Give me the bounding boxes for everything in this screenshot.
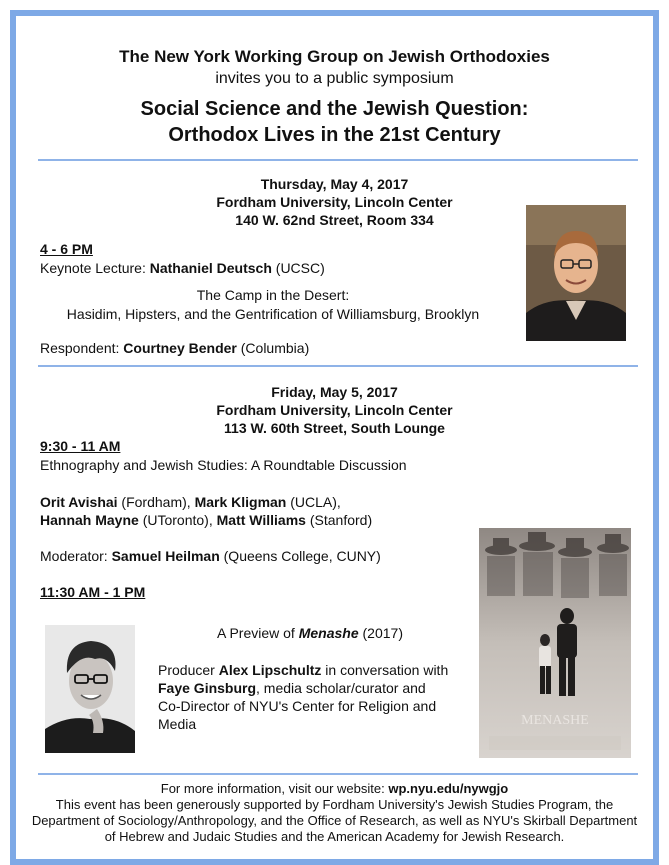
info-label: For more information, visit our website: (160, 781, 389, 796)
moderator-label: Moderator: (40, 548, 112, 564)
panelist-affiliation: (Stanford) (305, 512, 373, 528)
talk-title-1: The Camp in the Desert: (196, 287, 350, 303)
panelist-name: Mark Kligman (194, 494, 287, 510)
moderator-name: Samuel Heilman (111, 548, 220, 564)
keynote-label: Keynote Lecture: (40, 260, 150, 276)
symposium-title-2: Orthodox Lives in the 21st Century (168, 124, 501, 146)
divider-bottom (38, 773, 638, 775)
guest-role-line-2: Media (158, 716, 197, 732)
producer-suffix: in conversation with (321, 662, 449, 678)
talk-title-2: Hasidim, Hipsters, and the Gentrification of Williamsburg, Brooklyn (66, 306, 480, 322)
film-year: (2017) (358, 625, 403, 641)
respondent-line (40, 340, 309, 356)
keynote-affiliation: (UCSC) (271, 260, 325, 276)
producer-block (158, 661, 448, 733)
panelist-name: Matt Williams (216, 512, 306, 528)
day1-address: 140 W. 62nd Street, Room 334 (235, 212, 434, 228)
day2-date: Friday, May 5, 2017 (271, 384, 398, 400)
roundtable-title: Ethnography and Jewish Studies: A Roundtable Discussion (40, 457, 407, 473)
guest-name: Faye Ginsburg (158, 680, 257, 696)
day2-venue: Fordham University, Lincoln Center (216, 402, 453, 418)
film-title: Menashe (298, 625, 359, 641)
producer-line (158, 661, 448, 679)
guest-role-line: Co-Director of NYU's Center for Religion and (158, 698, 437, 714)
keynote-speaker: Nathaniel Deutsch (149, 260, 272, 276)
day1-date: Thursday, May 4, 2017 (260, 176, 409, 192)
divider-middle (38, 365, 638, 367)
moderator-affiliation: (Queens College, CUNY) (219, 548, 381, 564)
guest-photo (45, 625, 135, 753)
panelists-line-1 (40, 494, 341, 510)
keynote-line (40, 260, 325, 276)
organizer-name: The New York Working Group on Jewish Orthodoxies (119, 47, 550, 66)
preview-title (150, 625, 470, 641)
producer-name: Alex Lipschultz (218, 662, 322, 678)
guest-line (158, 679, 448, 697)
film-poster (479, 528, 631, 758)
producer-label: Producer (158, 662, 219, 678)
day2-time-1: 9:30 - 11 AM (40, 438, 121, 454)
panelist-affiliation: (UCLA), (286, 494, 341, 510)
moderator-line (40, 548, 381, 564)
divider-top (38, 159, 638, 161)
respondent-name: Courtney Bender (123, 340, 237, 356)
preview-label: A Preview of (217, 625, 299, 641)
guest-suffix: , media scholar/curator and (256, 680, 426, 696)
support-statement: This event has been generously supported by Fordham University's Jewish Studies Program, the Department of Sociology/Anthropology, and the Office of Research, as well as NYU's Skirball Department of Hebrew and Judaic Studies and the American Academy for Jewish Research. (31, 797, 638, 844)
panelists-line-2 (40, 512, 372, 528)
invitation-line: invites you to a public symposium (215, 70, 454, 87)
info-line (16, 781, 653, 796)
panelist-name: Orit Avishai (40, 494, 118, 510)
symposium-title-1: Social Science and the Jewish Question: (140, 98, 529, 120)
panelist-affiliation: (UToronto), (138, 512, 217, 528)
day1-time: 4 - 6 PM (40, 241, 93, 257)
respondent-affiliation: (Columbia) (236, 340, 310, 356)
respondent-label: Respondent: (40, 340, 124, 356)
keynote-speaker-photo (526, 205, 626, 341)
day2-address: 113 W. 60th Street, South Lounge (224, 420, 445, 436)
day1-venue: Fordham University, Lincoln Center (216, 194, 453, 210)
website-link[interactable]: wp.nyu.edu/nywgjo (388, 781, 509, 796)
poster-title-text: MENASHE (521, 713, 589, 728)
panelist-affiliation: (Fordham), (117, 494, 195, 510)
day2-time-2: 11:30 AM - 1 PM (40, 584, 146, 600)
panelist-name: Hannah Mayne (40, 512, 139, 528)
